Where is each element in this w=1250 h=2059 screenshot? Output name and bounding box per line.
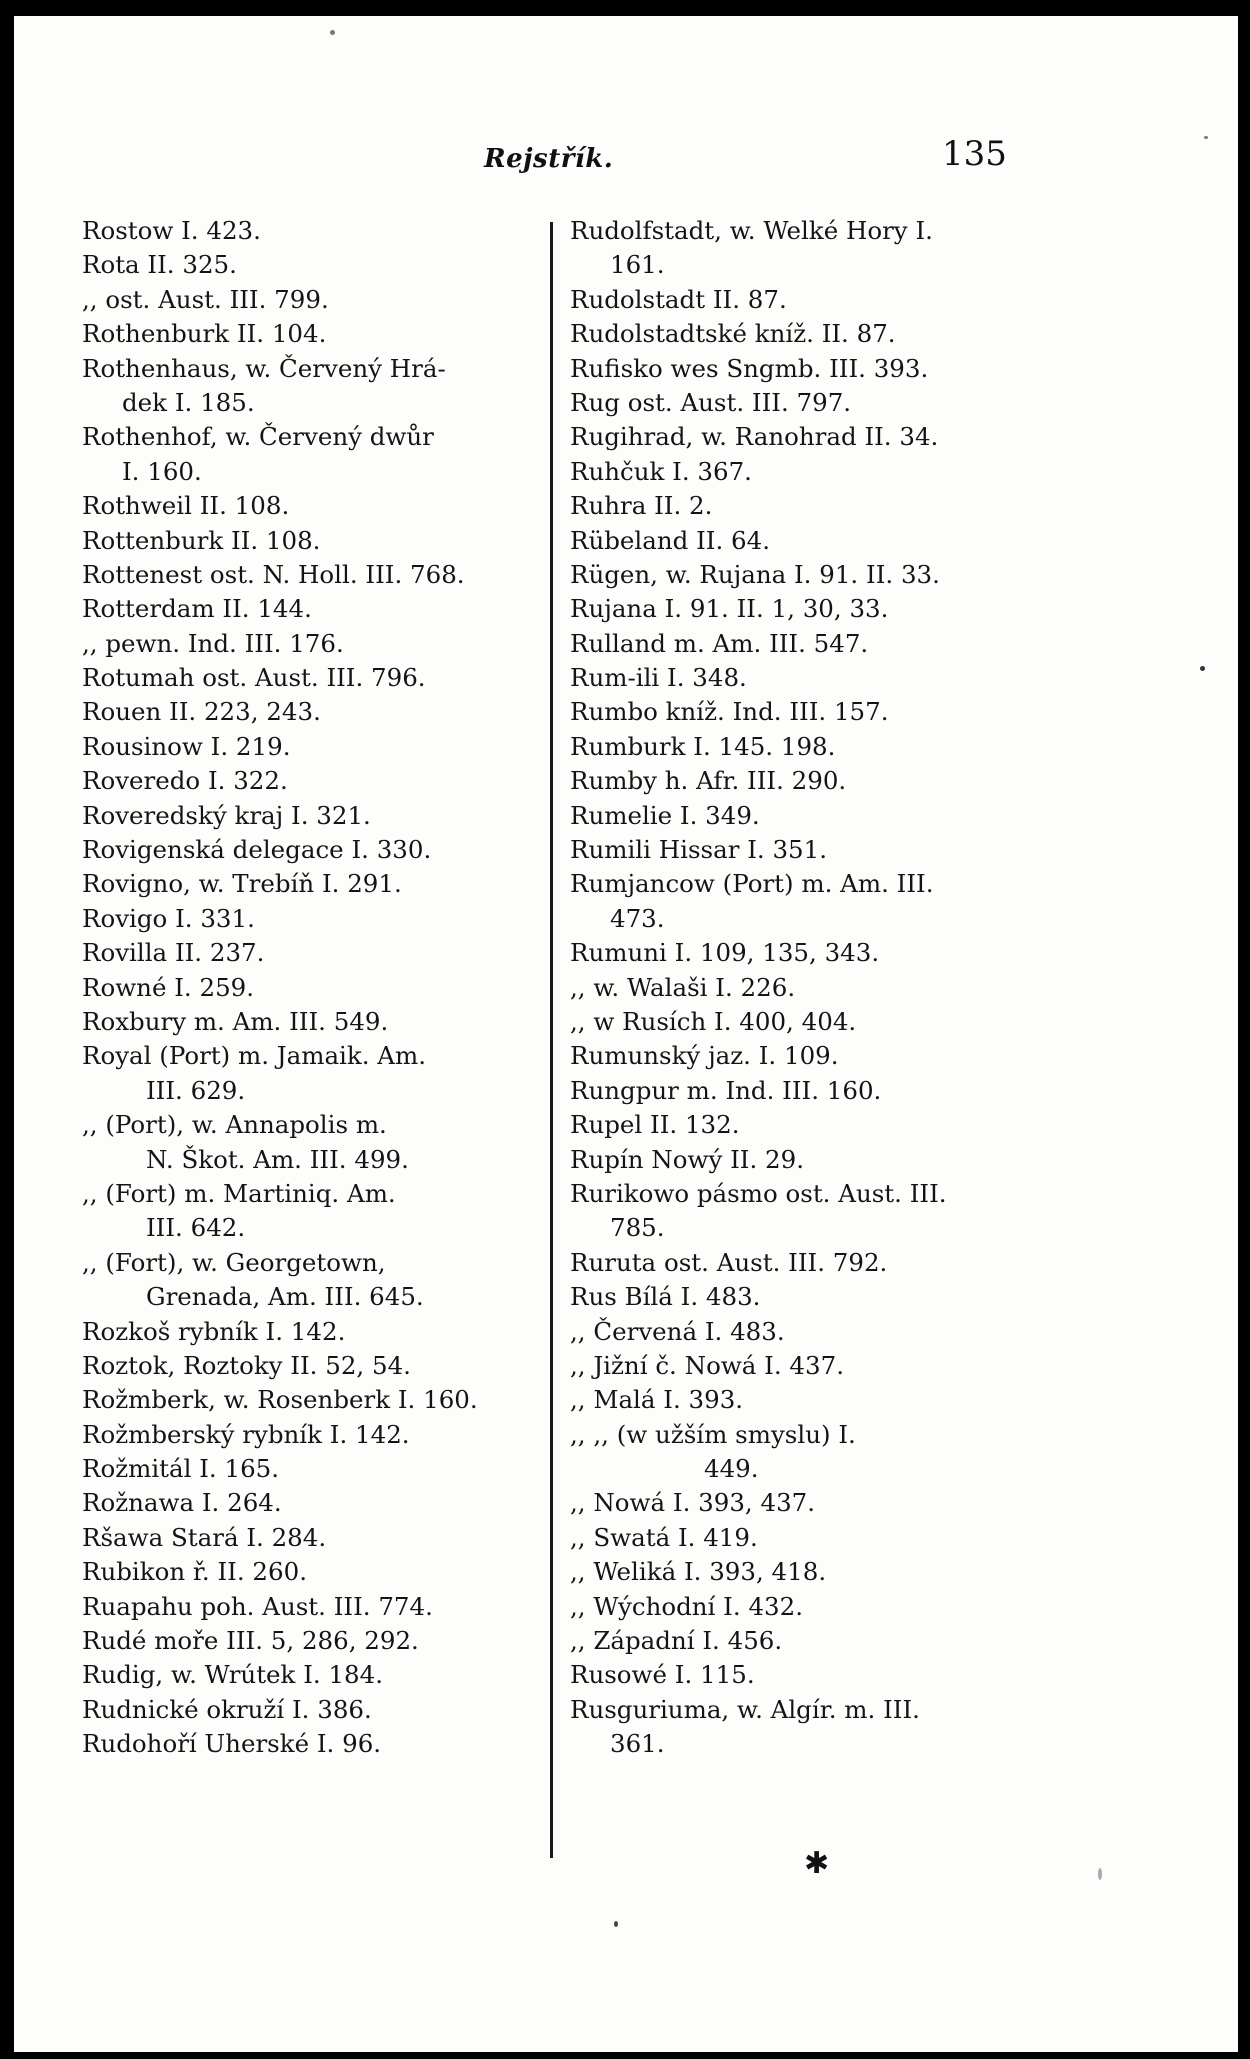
index-entry: Rujana I. 91. II. 1, 30, 33. [570, 594, 889, 624]
index-entry: Rumburk I. 145. 198. [570, 731, 836, 761]
index-entry: ,, (Fort), w. Georgetown, [82, 1247, 386, 1277]
index-entry: Rottenest ost. N. Holl. III. 768. [82, 559, 465, 589]
index-entry: Rudolstadt II. 87. [570, 284, 787, 314]
index-entry: Rotterdam II. 144. [82, 594, 312, 624]
index-entry: Rufisko wes Sngmb. III. 393. [570, 353, 929, 383]
paper-speck [1200, 666, 1205, 671]
index-entry: Rostow I. 423. [82, 216, 261, 245]
index-entry-continuation: 361. [610, 1729, 665, 1759]
index-entry: Rovigno, w. Trebíň I. 291. [82, 869, 402, 899]
index-entry: Rusguriuma, w. Algír. m. III. [570, 1694, 920, 1724]
index-entry-continuation: 161. [610, 250, 665, 280]
index-entry: Rothenburk II. 104. [82, 319, 327, 349]
index-entry-continuation: III. 629. [146, 1075, 246, 1105]
index-entry: Ruhra II. 2. [570, 491, 713, 521]
index-entry: Rübeland II. 64. [570, 525, 770, 555]
index-entry: Rudohoří Uherské I. 96. [82, 1729, 382, 1759]
index-entry: Rumelie I. 349. [570, 800, 760, 830]
index-entry: Rubikon ř. II. 260. [82, 1557, 307, 1587]
index-entry: ,, Wýchodní I. 432. [570, 1591, 803, 1621]
index-entry: ,, Červená I. 483. [570, 1316, 785, 1346]
index-entry: Ruhčuk I. 367. [570, 456, 752, 486]
index-entry: Rowné I. 259. [82, 972, 255, 1002]
index-entry: ,, Západní I. 456. [570, 1626, 783, 1656]
index-entry: Rudolstadtské kníž. II. 87. [570, 319, 896, 349]
index-entry: Rožnawa I. 264. [82, 1488, 282, 1518]
index-entry: Rügen, w. Rujana I. 91. II. 33. [570, 559, 940, 589]
running-header-title: Rejstřík. [484, 144, 614, 174]
index-entry-continuation: III. 642. [146, 1213, 246, 1243]
book-page [14, 16, 1238, 2052]
index-entry-continuation: Grenada, Am. III. 645. [146, 1282, 424, 1312]
index-entry: Rumbo kníž. Ind. III. 157. [570, 697, 889, 727]
index-entry: Rum-ili I. 348. [570, 663, 747, 693]
index-entry: ,, Nowá I. 393, 437. [570, 1488, 816, 1518]
index-entry: Rovigenská delegace I. 330. [82, 835, 432, 865]
index-entry: Rug ost. Aust. III. 797. [570, 387, 852, 417]
index-entry: Ruapahu poh. Aust. III. 774. [82, 1591, 433, 1621]
index-entry-continuation: I. 160. [122, 456, 202, 486]
paper-speck [614, 1921, 618, 1927]
index-entry: ,, Weliká I. 393, 418. [570, 1557, 827, 1587]
index-entry: ,, Malá I. 393. [570, 1385, 744, 1415]
index-entry: Rumuni I. 109, 135, 343. [570, 938, 880, 968]
index-entry: Ršawa Stará I. 284. [82, 1522, 327, 1552]
index-entry: Royal (Port) m. Jamaik. Am. [82, 1041, 427, 1071]
index-entry: Rudnické okruží I. 386. [82, 1694, 372, 1724]
index-entry: ,, Swatá I. 419. [570, 1522, 758, 1552]
index-entry: Rupel II. 132. [570, 1110, 740, 1140]
index-entry: ,, pewn. Ind. III. 176. [82, 628, 344, 658]
index-entry: ,, (Port), w. Annapolis m. [82, 1110, 387, 1140]
index-entry: Rotumah ost. Aust. III. 796. [82, 663, 426, 693]
index-entry: Rožmberský rybník I. 142. [82, 1419, 410, 1449]
index-entry: Rudé moře III. 5, 286, 292. [82, 1626, 419, 1656]
index-entry-continuation: N. Škot. Am. III. 499. [146, 1144, 409, 1174]
index-entry: Rothweil II. 108. [82, 491, 290, 521]
index-entry-continuation: 785. [610, 1213, 665, 1243]
index-entry-continuation: dek I. 185. [122, 387, 255, 417]
paper-speck [330, 30, 335, 35]
index-entry: Rumunský jaz. I. 109. [570, 1041, 839, 1071]
index-entry: Rurikowo pásmo ost. Aust. III. [570, 1178, 947, 1208]
index-entry: Rudig, w. Wrútek I. 184. [82, 1660, 383, 1690]
index-entry: ,, (Fort) m. Martiniq. Am. [82, 1178, 396, 1208]
index-entry: Ruruta ost. Aust. III. 792. [570, 1247, 888, 1277]
index-entry: ,, Jižní č. Nowá I. 437. [570, 1350, 844, 1380]
index-entry: Rovigo I. 331. [82, 903, 255, 933]
index-entry: Rovilla II. 237. [82, 938, 265, 968]
index-entry: Rouen II. 223, 243. [82, 697, 321, 727]
index-entry: ,, w. Walaši I. 226. [570, 972, 796, 1002]
index-entry: Rusowé I. 115. [570, 1660, 755, 1690]
paper-speck [1204, 136, 1208, 139]
index-entry: Roveredo I. 322. [82, 766, 288, 796]
index-entry: ,, w Rusích I. 400, 404. [570, 1006, 857, 1036]
index-entry: Rožmitál I. 165. [82, 1454, 280, 1484]
paper-speck [1098, 1868, 1102, 1880]
index-entry: Rota II. 325. [82, 250, 237, 280]
index-column-right [570, 214, 1048, 1762]
index-entry: Rupín Nowý II. 29. [570, 1144, 804, 1174]
index-entry: Rousinow I. 219. [82, 731, 291, 761]
page-number: 135 [942, 134, 1007, 174]
index-entry-continuation: 473. [610, 903, 665, 933]
index-entry: ,, ,, (w užším smyslu) I. [570, 1419, 856, 1449]
index-entry: Roxbury m. Am. III. 549. [82, 1006, 389, 1036]
end-ornament: ✱ [804, 1846, 830, 1881]
index-entry: Rothenhof, w. Červený dwůr [82, 422, 434, 452]
index-entry: Rulland m. Am. III. 547. [570, 628, 869, 658]
index-column-left [82, 214, 540, 1762]
index-entry: Roveredský kraj I. 321. [82, 800, 371, 830]
index-entry: Rumby h. Afr. III. 290. [570, 766, 847, 796]
index-entry: Roztok, Roztoky II. 52, 54. [82, 1350, 411, 1380]
column-divider [550, 222, 553, 1858]
index-entry: Rus Bílá I. 483. [570, 1282, 761, 1312]
index-entry: Rumjancow (Port) m. Am. III. [570, 869, 934, 899]
index-entry: Rungpur m. Ind. III. 160. [570, 1075, 882, 1105]
index-entry-continuation: 449. [704, 1454, 759, 1484]
index-entry: Rothenhaus, w. Červený Hrá- [82, 353, 446, 383]
index-entry: ,, ost. Aust. III. 799. [82, 284, 329, 314]
index-entry: Rugihrad, w. Ranohrad II. 34. [570, 422, 939, 452]
index-entry: Rumili Hissar I. 351. [570, 835, 828, 865]
index-entry: Rottenburk II. 108. [82, 525, 321, 555]
index-entry: Rozkoš rybník I. 142. [82, 1316, 346, 1346]
index-entry: Rožmberk, w. Rosenberk I. 160. [82, 1385, 478, 1415]
index-entry: Rudolfstadt, w. Welké Hory I. [570, 216, 933, 245]
